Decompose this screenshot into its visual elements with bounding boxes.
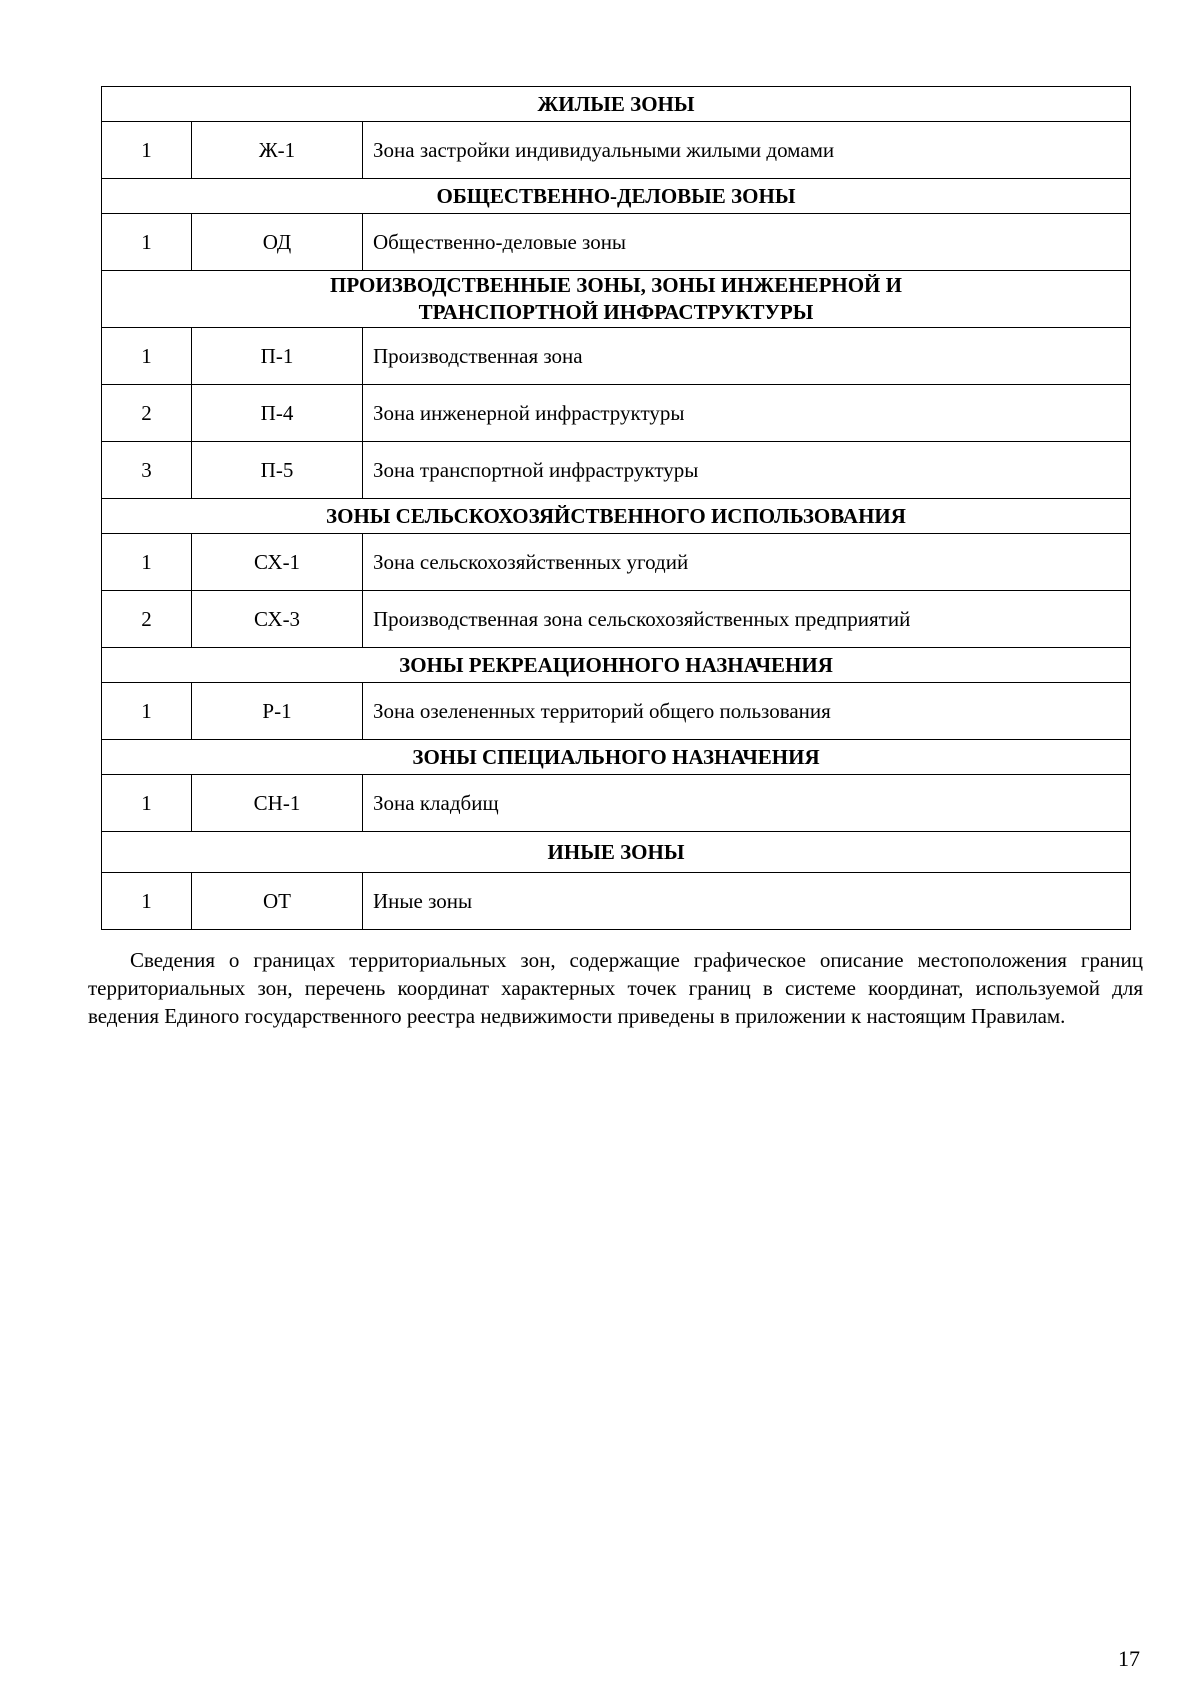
zone-name: Общественно-деловые зоны — [363, 214, 1131, 271]
row-number: 2 — [102, 385, 192, 442]
row-number: 1 — [102, 775, 192, 832]
table-row — [102, 775, 1131, 832]
boundaries-note-paragraph: Сведения о границах территориальных зон, содержащие графическое описание местоположения границ территориальных зон, перечень координат характерных точек границ в системе координат, используемой для ведения Единого государственного реестра недвижимости приведены в приложении к настоящим Правилам. — [88, 948, 1143, 1028]
table-row — [102, 442, 1131, 499]
table-row — [102, 873, 1131, 930]
table-row — [102, 591, 1131, 648]
section-title: ЗОНЫ СЕЛЬСКОХОЗЯЙСТВЕННОГО ИСПОЛЬЗОВАНИЯ — [102, 499, 1131, 534]
section-title: ИНЫЕ ЗОНЫ — [102, 832, 1131, 873]
table-row — [102, 683, 1131, 740]
row-number: 1 — [102, 873, 192, 930]
table-row — [102, 122, 1131, 179]
table-row — [102, 534, 1131, 591]
territorial-zones-table — [101, 86, 1131, 930]
page-number: 17 — [1118, 1646, 1140, 1671]
section-header-row — [102, 832, 1131, 873]
zone-name: Зона озелененных территорий общего пользования — [363, 683, 1131, 740]
section-header-row — [102, 87, 1131, 122]
zone-code: П-4 — [192, 385, 363, 442]
zone-code: СХ-3 — [192, 591, 363, 648]
row-number: 1 — [102, 122, 192, 179]
row-number: 1 — [102, 328, 192, 385]
zone-code: СН-1 — [192, 775, 363, 832]
row-number: 1 — [102, 683, 192, 740]
section-title: ЗОНЫ РЕКРЕАЦИОННОГО НАЗНАЧЕНИЯ — [102, 648, 1131, 683]
zone-code: П-5 — [192, 442, 363, 499]
row-number: 2 — [102, 591, 192, 648]
zone-code: ОТ — [192, 873, 363, 930]
section-header-row — [102, 179, 1131, 214]
section-header-row — [102, 648, 1131, 683]
section-header-row — [102, 271, 1131, 328]
table-row — [102, 328, 1131, 385]
zone-code: ОД — [192, 214, 363, 271]
zone-name: Зона транспортной инфраструктуры — [363, 442, 1131, 499]
section-title: ЗОНЫ СПЕЦИАЛЬНОГО НАЗНАЧЕНИЯ — [102, 740, 1131, 775]
zone-code: П-1 — [192, 328, 363, 385]
zone-code: Ж-1 — [192, 122, 363, 179]
table-row — [102, 385, 1131, 442]
zone-code: Р-1 — [192, 683, 363, 740]
section-header-row — [102, 499, 1131, 534]
zone-name: Производственная зона — [363, 328, 1131, 385]
zone-name: Зона кладбищ — [363, 775, 1131, 832]
zone-code: СХ-1 — [192, 534, 363, 591]
zone-name: Иные зоны — [363, 873, 1131, 930]
section-title: ПРОИЗВОДСТВЕННЫЕ ЗОНЫ, ЗОНЫ ИНЖЕНЕРНОЙ И ТРАНСПОРТНОЙ ИНФРАСТРУКТУРЫ — [102, 271, 1131, 328]
table-row — [102, 214, 1131, 271]
row-number: 1 — [102, 534, 192, 591]
zone-name: Зона застройки индивидуальными жилыми домами — [363, 122, 1131, 179]
row-number: 3 — [102, 442, 192, 499]
zone-name: Зона сельскохозяйственных угодий — [363, 534, 1131, 591]
section-header-row — [102, 740, 1131, 775]
section-title: ЖИЛЫЕ ЗОНЫ — [102, 87, 1131, 122]
row-number: 1 — [102, 214, 192, 271]
section-title: ОБЩЕСТВЕННО-ДЕЛОВЫЕ ЗОНЫ — [102, 179, 1131, 214]
zone-name: Производственная зона сельскохозяйственных предприятий — [363, 591, 1131, 648]
zone-name: Зона инженерной инфраструктуры — [363, 385, 1131, 442]
